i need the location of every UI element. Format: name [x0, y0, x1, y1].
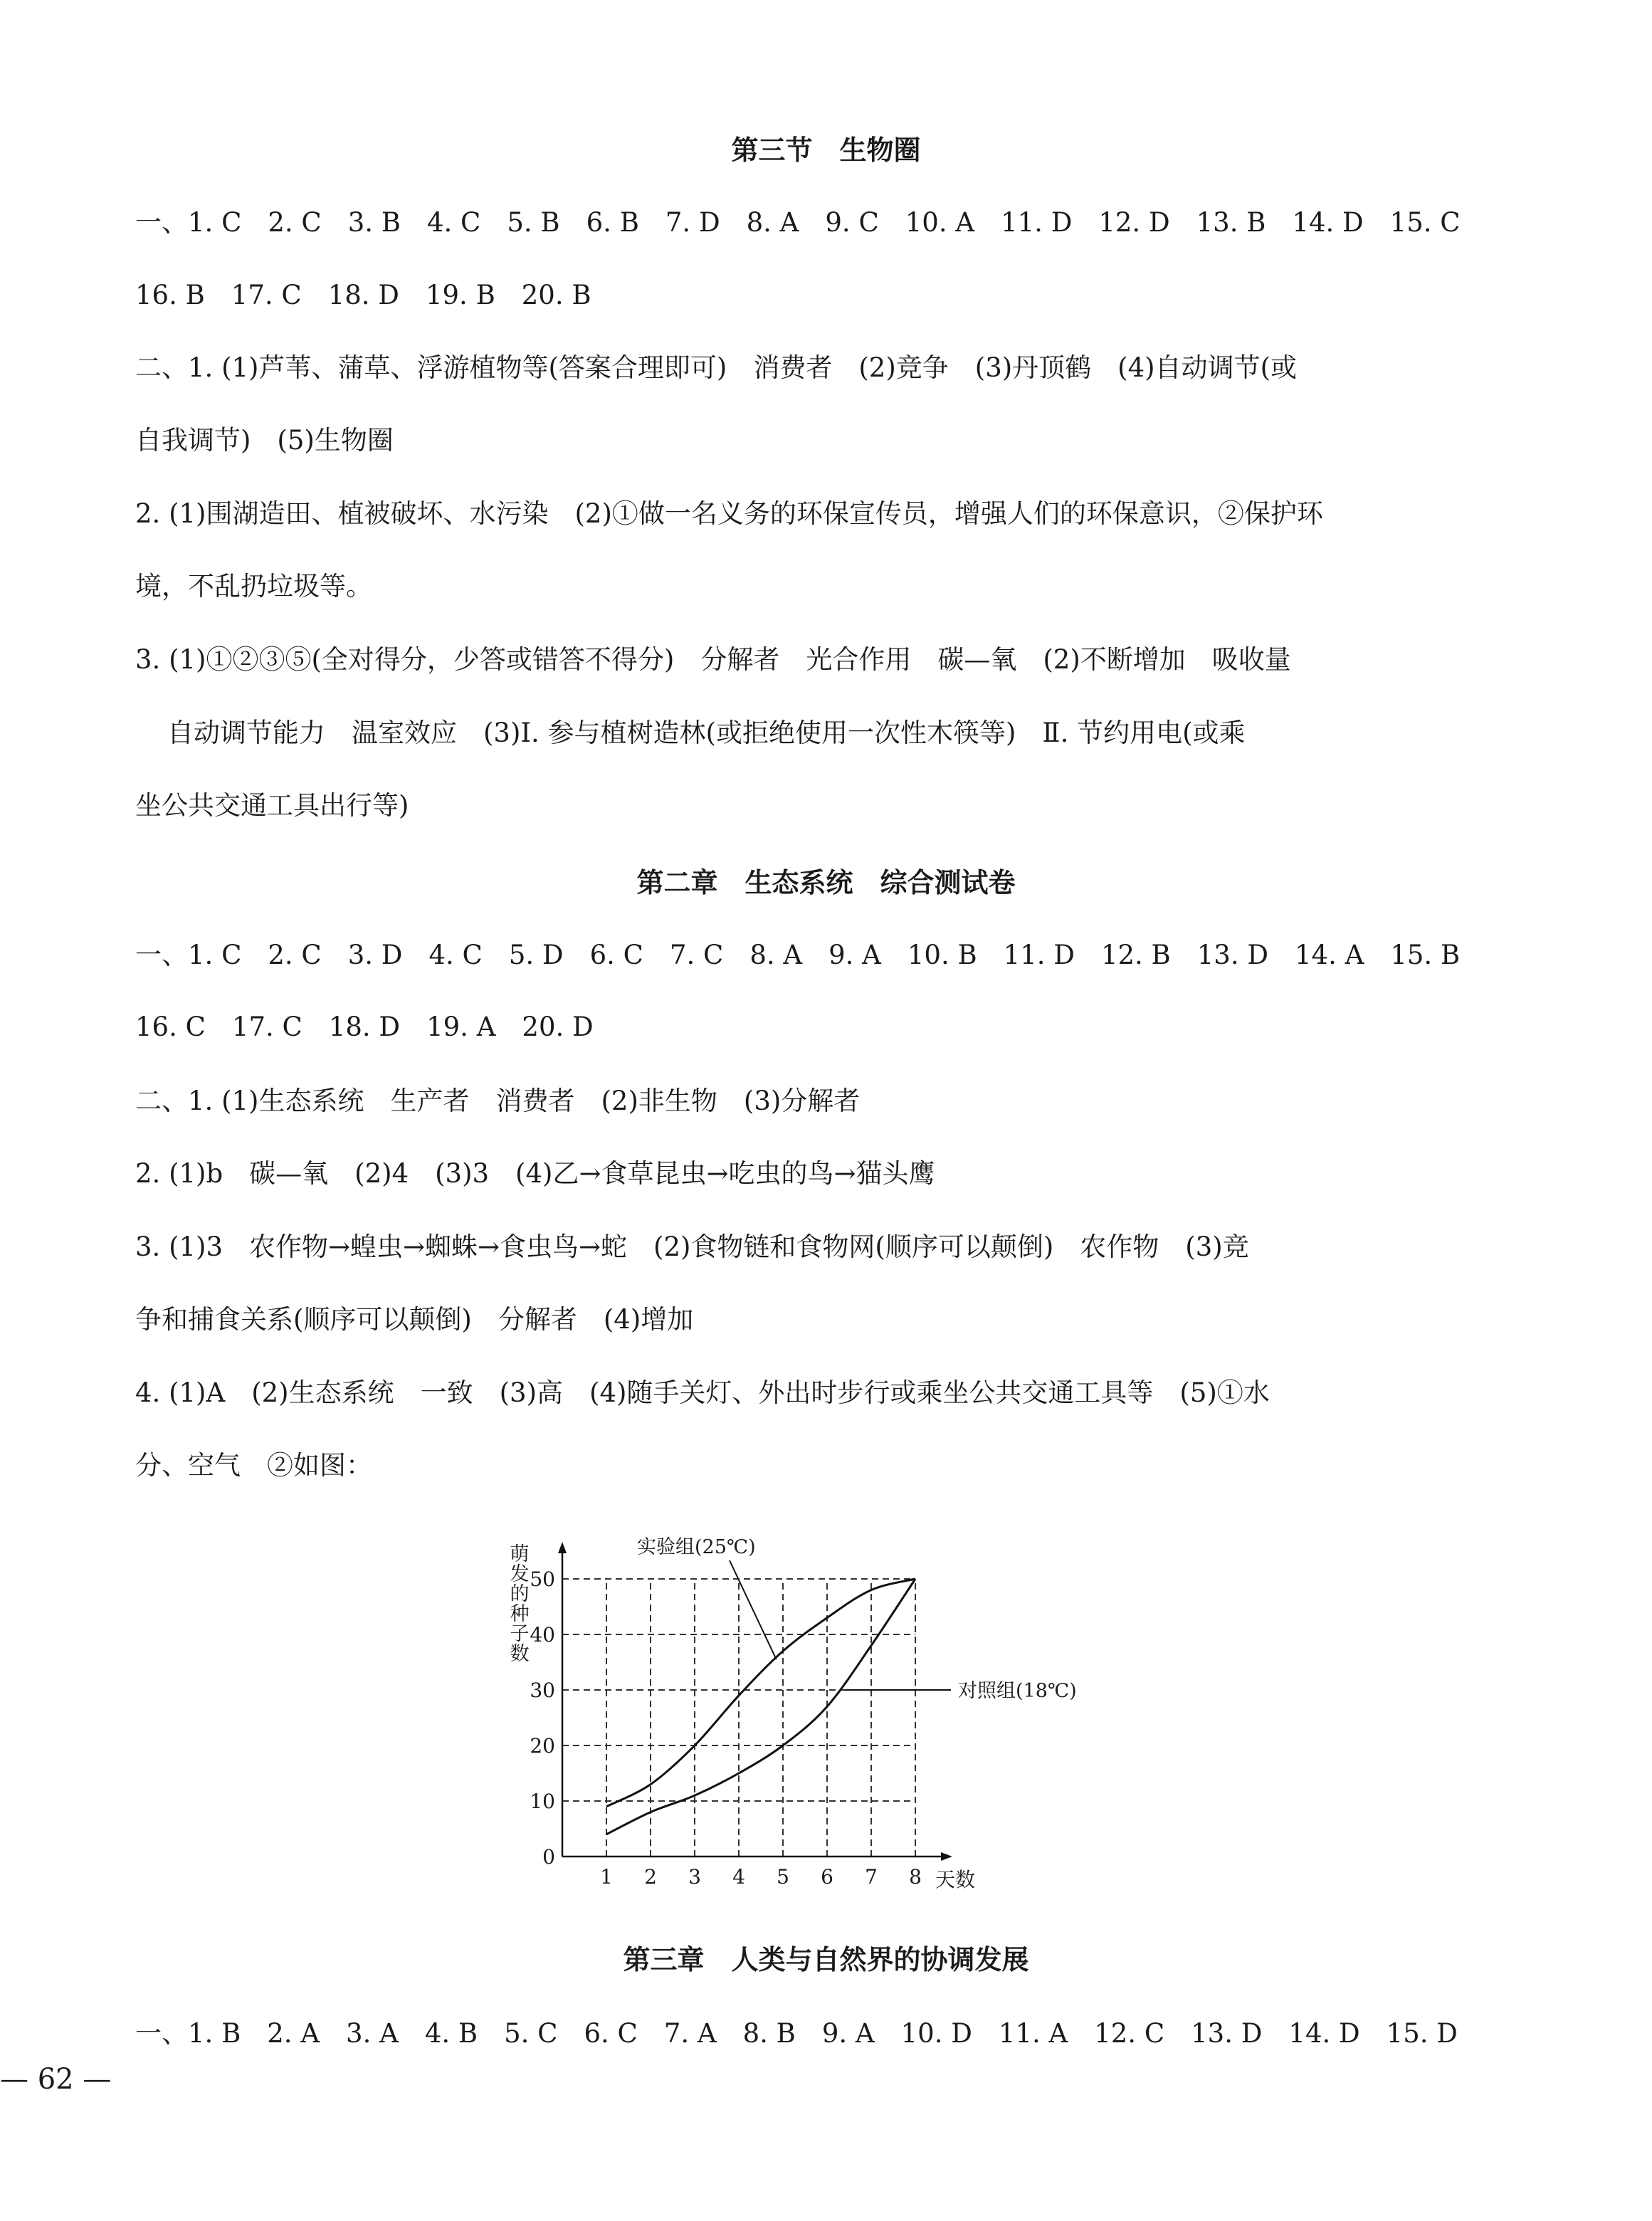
- y-axis-arrow-icon: [558, 1542, 567, 1553]
- annotation-leader: [730, 1560, 777, 1659]
- answer-line: 一、1. C 2. C 3. D 4. C 5. D 6. C 7. C 8. A 9. A 10. B 11. D 12. B 13. D 14. A 15. B: [135, 940, 1461, 970]
- y-tick-label: 10: [530, 1790, 555, 1813]
- page-number: — 62 —: [0, 2063, 112, 2096]
- y-axis-label-char: 种: [510, 1603, 530, 1625]
- answer-line: 4. (1)A (2)生态系统 一致 (3)高 (4)随手关灯、外出时步行或乘坐公共交通工具等 (5)①水: [135, 1377, 1270, 1408]
- answer-line: 分、空气 ②如图：: [135, 1450, 372, 1481]
- answer-line: 3. (1)①②③⑤(全对得分，少答或错答不得分) 分解者 光合作用 碳—氧 (2)不断增加 吸收量: [135, 644, 1291, 675]
- answer-line: 一、1. C 2. C 3. B 4. C 5. B 6. B 7. D 8. A 9. C 10. A 11. D 12. D 13. B 14. D 15. C: [135, 207, 1461, 238]
- answer-line: 一、1. B 2. A 3. A 4. B 5. C 6. C 7. A 8. B 9. A 10. D 11. A 12. C 13. D 14. D 15. D: [135, 2018, 1458, 2049]
- x-axis-arrow-icon: [941, 1852, 952, 1861]
- series-annotation-control: 对照组(18℃): [958, 1680, 1077, 1702]
- answer-line: 2. (1)围湖造田、植被破坏、水污染 (2)①做一名义务的环保宣传员，增强人们的环保意识，②保护环: [135, 498, 1323, 529]
- y-tick-label: 0: [542, 1845, 555, 1869]
- y-tick-label: 30: [530, 1679, 555, 1702]
- answer-line: 境，不乱扔垃圾等。: [135, 571, 372, 602]
- x-tick-label: 2: [644, 1865, 657, 1889]
- y-tick-label: 50: [530, 1568, 555, 1591]
- answer-line: 坐公共交通工具出行等): [135, 790, 409, 821]
- answer-line: 二、1. (1)芦苇、蒲草、浮游植物等(答案合理即可) 消费者 (2)竞争 (3)丹顶鹤 (4)自动调节(或: [135, 352, 1298, 383]
- x-tick-label: 8: [909, 1865, 922, 1889]
- y-tick-label: 20: [530, 1734, 555, 1758]
- y-axis-label-char: 发: [510, 1563, 530, 1585]
- y-tick-label: 40: [530, 1623, 555, 1647]
- x-tick-label: 1: [600, 1865, 613, 1889]
- section-heading-3: 第三章 人类与自然界的协调发展: [623, 1944, 1029, 1975]
- series-line-control: [606, 1579, 915, 1834]
- y-axis-label-char: 萌: [510, 1543, 530, 1565]
- answer-line: 16. C 17. C 18. D 19. A 20. D: [135, 1012, 594, 1042]
- answer-line: 争和捕食关系(顺序可以颠倒) 分解者 (4)增加: [135, 1304, 694, 1335]
- y-axis-label-char: 子: [510, 1623, 530, 1645]
- answer-line: 3. (1)3 农作物→蝗虫→蜘蛛→食虫鸟→蛇 (2)食物链和食物网(顺序可以颠倒) 农作物 (3)竞: [135, 1232, 1249, 1262]
- answer-line: 16. B 17. C 18. D 19. B 20. B: [135, 280, 591, 310]
- section-heading-2: 第二章 生态系统 综合测试卷: [636, 867, 1016, 898]
- answer-line: 自动调节能力 温室效应 (3)Ⅰ. 参与植树造林(或拒绝使用一次性木筷等) Ⅱ. 节约用电(或乘: [167, 718, 1246, 748]
- x-tick-label: 5: [777, 1865, 789, 1889]
- seed-germination-chart: [491, 1523, 1089, 1901]
- series-line-experimental: [606, 1579, 915, 1807]
- x-axis-label: 天数: [935, 1868, 976, 1891]
- y-axis-label-char: 的: [510, 1583, 530, 1605]
- answer-line: 2. (1)b 碳—氧 (2)4 (3)3 (4)乙→食草昆虫→吃虫的鸟→猫头鹰: [135, 1158, 935, 1189]
- x-tick-label: 7: [865, 1865, 878, 1889]
- x-tick-label: 6: [821, 1865, 833, 1889]
- series-annotation-experimental: 实验组(25℃): [637, 1536, 756, 1558]
- y-axis-label-char: 数: [510, 1643, 530, 1665]
- answer-line: 二、1. (1)生态系统 生产者 消费者 (2)非生物 (3)分解者: [135, 1086, 861, 1116]
- x-tick-label: 4: [732, 1865, 745, 1889]
- x-tick-label: 3: [688, 1865, 701, 1889]
- section-heading-1: 第三节 生物圈: [731, 135, 921, 166]
- answer-line: 自我调节) (5)生物圈: [135, 425, 394, 456]
